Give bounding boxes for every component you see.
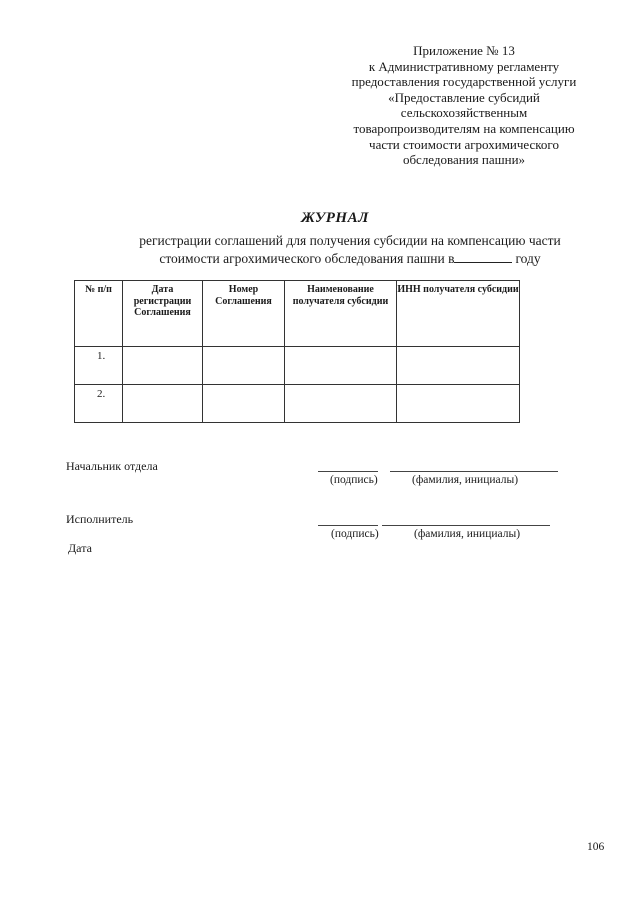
table-cell <box>123 347 203 385</box>
appendix-line: сельскохозяйственным <box>400 105 528 121</box>
journal-subtitle-suffix: году <box>515 251 541 266</box>
column-header-date: Дата регистрации Соглашения <box>123 281 203 347</box>
column-header-agreement-number: Номер Соглашения <box>203 281 285 347</box>
journal-subtitle-line1: регистрации соглашений для получения субсидии на компенсацию части <box>139 233 561 248</box>
head-name-caption: (фамилия, инициалы) <box>412 474 519 486</box>
table-cell <box>397 385 520 423</box>
table-cell <box>203 347 285 385</box>
executor-label: Исполнитель <box>66 512 134 526</box>
column-header-recipient-name: Наименование получателя субсидии <box>285 281 397 347</box>
table-header-row <box>75 281 520 347</box>
row-number-cell: 1. <box>75 347 123 385</box>
appendix-line: к Административному регламенту <box>368 58 560 74</box>
page-number: 106 <box>587 841 605 853</box>
table-cell <box>203 385 285 423</box>
table-cell <box>285 347 397 385</box>
executor-name-caption: (фамилия, инициалы) <box>414 528 521 540</box>
column-header-inn: ИНН получателя субсидии <box>397 281 520 347</box>
journal-subtitle-prefix: стоимости агрохимического обследования пашни в <box>159 251 455 266</box>
table-cell <box>285 385 397 423</box>
head-signature-caption: (подпись) <box>330 474 378 486</box>
executor-name-line <box>382 525 550 526</box>
column-header-number: № п/п <box>75 281 123 347</box>
executor-signature-caption: (подпись) <box>331 528 379 540</box>
head-of-department-label: Начальник отдела <box>66 459 158 473</box>
journal-title: ЖУРНАЛ <box>301 210 369 226</box>
appendix-line: товаропроизводителям на компенсацию <box>353 120 575 136</box>
head-name-line <box>390 471 558 472</box>
date-label: Дата <box>68 541 92 555</box>
appendix-line: Приложение № 13 <box>413 43 515 58</box>
appendix-line: обследования пашни» <box>402 152 526 168</box>
appendix-line: части стоимости агрохимического <box>369 136 559 152</box>
row-number-cell: 2. <box>75 385 123 423</box>
journal-subtitle-line2 <box>60 250 640 268</box>
appendix-header <box>318 43 610 168</box>
appendix-line: предоставления государственной услуги <box>351 74 577 90</box>
registration-table <box>74 280 520 423</box>
table-row <box>75 385 520 423</box>
table-cell <box>397 347 520 385</box>
head-signature-line <box>318 471 378 472</box>
year-blank-line <box>454 251 512 263</box>
appendix-line: «Предоставление субсидий <box>388 89 540 105</box>
journal-subtitle <box>60 232 640 268</box>
executor-signature-line <box>318 525 378 526</box>
table-row <box>75 347 520 385</box>
table-cell <box>123 385 203 423</box>
